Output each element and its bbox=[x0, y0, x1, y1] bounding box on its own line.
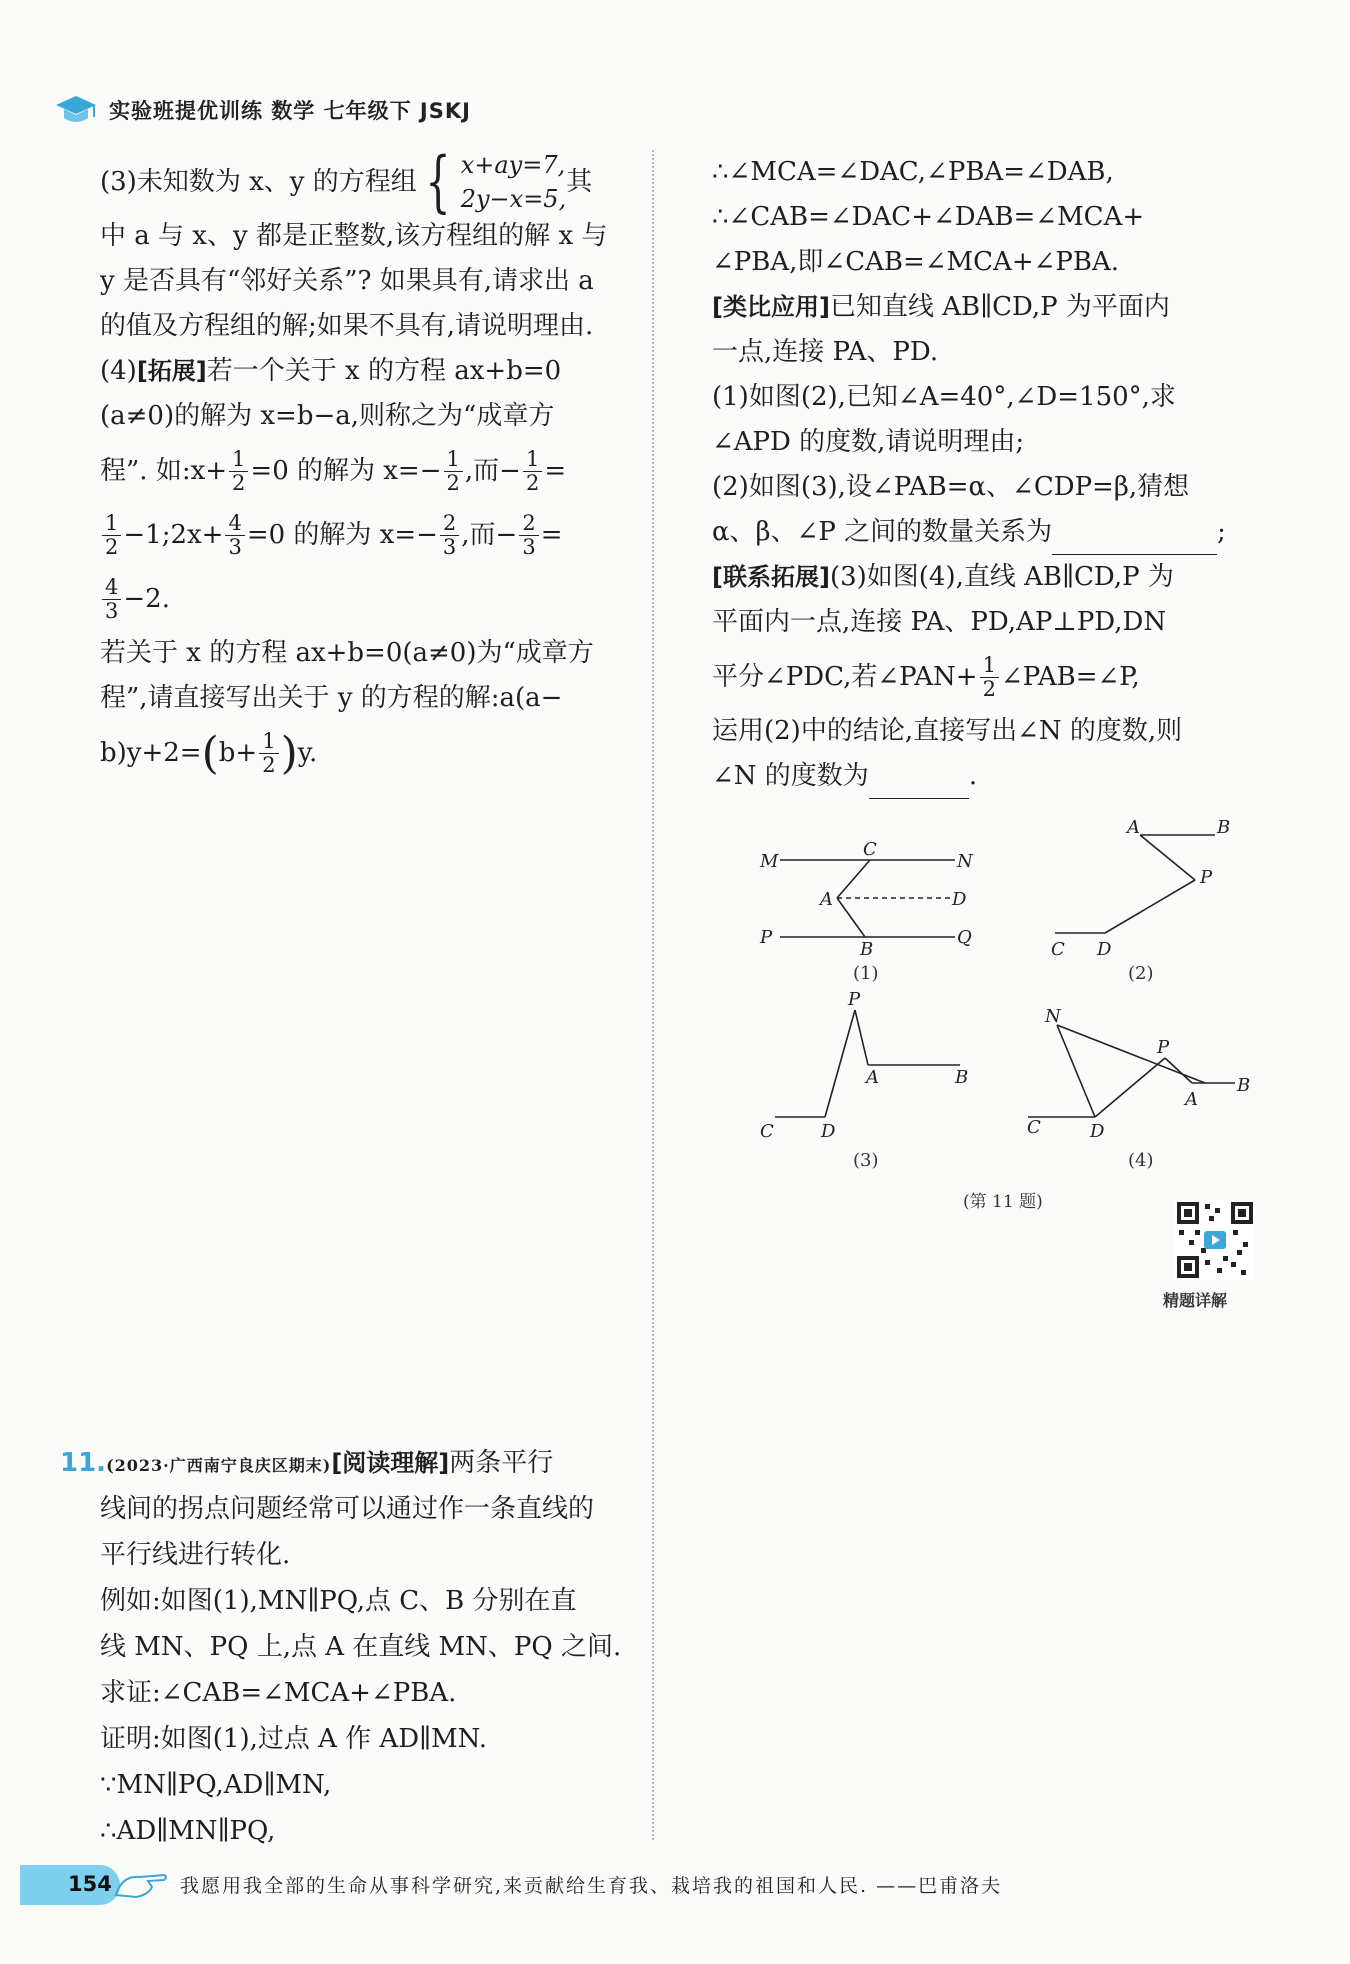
fraction: $\frac{4}{3}$ bbox=[225, 512, 244, 559]
r-line-12: 平分∠PDC,若∠PAN+ $\frac{1}{2}$ ∠PAB=∠P, bbox=[712, 652, 1140, 701]
fraction: $\frac{1}{2}$ bbox=[523, 448, 542, 495]
tag-analogy: [类比应用] bbox=[712, 293, 830, 321]
equation-system: { x+ay=7, 2y−x=5, bbox=[425, 143, 567, 220]
graduation-cap-icon bbox=[55, 93, 97, 127]
q4-line-2: (a≠0)的解为 x=b−a,则称之为“成章方 bbox=[100, 401, 555, 431]
left-column bbox=[100, 143, 640, 785]
fraction: $\frac{1}{2}$ bbox=[444, 448, 463, 495]
geometry-figures bbox=[745, 815, 1275, 1215]
q3-line-4: 的值及方程组的解;如果不具有,请说明理由. bbox=[100, 311, 594, 341]
r-line-4: [类比应用]已知直线 AB∥CD,P 为平面内 bbox=[712, 292, 1170, 322]
figure-label: M bbox=[760, 851, 779, 872]
fraction: $\frac{2}{3}$ bbox=[519, 512, 538, 559]
p11-line: 平行线进行转化. bbox=[100, 1540, 291, 1570]
problem-number: 11. bbox=[60, 1448, 107, 1478]
figure-label: D bbox=[1097, 939, 1112, 960]
r-line-11: 平面内一点,连接 PA、PD,AP⊥PD,DN bbox=[712, 607, 1167, 637]
figure-label: C bbox=[1051, 939, 1065, 960]
fraction: $\frac{1}{2}$ bbox=[102, 512, 121, 559]
fraction: $\frac{2}{3}$ bbox=[440, 512, 459, 559]
footer-quote: 我愿用我全部的生命从事科学研究,来贡献给生育我、栽培我的祖国和人民. ——巴甫洛夫 bbox=[180, 1875, 1003, 1897]
figure-caption: (1) bbox=[853, 963, 879, 984]
tag-extension-2: [联系拓展] bbox=[712, 563, 830, 591]
r-line-3: ∠PBA,即∠CAB=∠MCA+∠PBA. bbox=[712, 247, 1120, 277]
figure-label: A bbox=[866, 1067, 879, 1088]
figure-label: C bbox=[863, 839, 877, 860]
figure-label: B bbox=[1237, 1075, 1251, 1096]
q4-line-7: 程”,请直接写出关于 y 的方程的解:a(a− bbox=[100, 683, 563, 713]
r-line-6: (1)如图(2),已知∠A=40°,∠D=150°,求 bbox=[712, 382, 1176, 412]
answer-blank[interactable] bbox=[869, 766, 969, 799]
figure-label: N bbox=[957, 851, 973, 872]
p11-line: 线 MN、PQ 上,点 A 在直线 MN、PQ 之间. bbox=[100, 1632, 622, 1662]
fraction: $\frac{1}{2}$ bbox=[980, 654, 999, 701]
figure-label: P bbox=[1157, 1037, 1170, 1058]
column-divider bbox=[652, 150, 654, 1840]
q4-line-8: b)y+2= ( b+ $\frac{1}{2}$ ) y. bbox=[100, 727, 318, 779]
q4-line-4: $\frac{1}{2}$ −1;2x+ $\frac{4}{3}$ =0 的解为 x=− $\frac{2}{3}$ ,而− $\frac{2}{3}$ = bbox=[100, 503, 640, 567]
figure-label: P bbox=[760, 927, 773, 948]
p11-line-1: 11.(2023·广西南宁良庆区期末)[阅读理解]两条平行 bbox=[60, 1448, 554, 1478]
r-line-8: (2)如图(3),设∠PAB=α、∠CDP=β,猜想 bbox=[712, 472, 1190, 502]
qr-label: 精题详解 bbox=[1163, 1291, 1228, 1310]
book-title: 实验班提优训练 数学 七年级下 JSKJ bbox=[109, 99, 471, 123]
figure-caption: (2) bbox=[1128, 963, 1154, 984]
figure-label: B bbox=[1217, 817, 1231, 838]
p11-line: ∵MN∥PQ,AD∥MN, bbox=[100, 1770, 332, 1800]
figure-label: P bbox=[848, 989, 861, 1010]
q4-line-1: (4)[拓展]若一个关于 x 的方程 ax+b=0 bbox=[100, 356, 562, 386]
figure-caption: (4) bbox=[1128, 1150, 1154, 1171]
answer-blank[interactable] bbox=[1052, 522, 1217, 555]
r-line-5: 一点,连接 PA、PD. bbox=[712, 337, 939, 367]
figure-label: D bbox=[821, 1121, 836, 1142]
p11-line: 例如:如图(1),MN∥PQ,点 C、B 分别在直 bbox=[100, 1586, 577, 1616]
problem-source: (2023·广西南宁良庆区期末) bbox=[106, 1456, 332, 1475]
q4-line-3: 程”. 如:x+ $\frac{1}{2}$ =0 的解为 x=− $\frac{1}{2}$ ,而− $\frac{1}{2}$ = bbox=[100, 446, 567, 495]
right-column bbox=[712, 150, 1272, 799]
figure-label: Q bbox=[957, 927, 972, 948]
figure-label: B bbox=[860, 939, 874, 960]
fraction: $\frac{1}{2}$ bbox=[259, 730, 278, 777]
r-line-9: α、β、∠P 之间的数量关系为 ; bbox=[712, 510, 1272, 555]
r-line-2: ∴∠CAB=∠DAC+∠DAB=∠MCA+ bbox=[712, 202, 1145, 232]
figure-label: N bbox=[1045, 1006, 1061, 1027]
figure-label: D bbox=[1090, 1121, 1105, 1142]
tag-reading: [阅读理解] bbox=[331, 1449, 450, 1477]
page-header bbox=[55, 90, 471, 130]
figure-label: B bbox=[955, 1067, 969, 1088]
p11-line: 证明:如图(1),过点 A 作 AD∥MN. bbox=[100, 1724, 488, 1754]
q3-line-2: 中 a 与 x、y 都是正整数,该方程组的解 x 与 bbox=[100, 221, 608, 251]
r-line-7: ∠APD 的度数,请说明理由; bbox=[712, 427, 1025, 457]
figure-label: C bbox=[760, 1121, 774, 1142]
fraction: $\frac{4}{3}$ bbox=[102, 576, 121, 623]
figure-caption: (3) bbox=[853, 1150, 879, 1171]
p11-line: ∴AD∥MN∥PQ, bbox=[100, 1816, 276, 1846]
figure-label: A bbox=[1127, 817, 1140, 838]
figure-label: D bbox=[952, 889, 967, 910]
r-line-14: ∠N 的度数为 . bbox=[712, 754, 1272, 799]
qr-code-icon[interactable] bbox=[1175, 1200, 1255, 1280]
q4-line-5: $\frac{4}{3}$ −2. bbox=[100, 567, 640, 631]
p11-line: 求证:∠CAB=∠MCA+∠PBA. bbox=[100, 1678, 457, 1708]
pointing-hand-icon bbox=[112, 1865, 172, 1905]
tag-extension: [拓展] bbox=[136, 357, 207, 385]
page-number: 154 bbox=[68, 1872, 112, 1896]
figure-label: P bbox=[1200, 867, 1213, 888]
fraction: $\frac{1}{2}$ bbox=[229, 448, 248, 495]
figure-label: C bbox=[1027, 1117, 1041, 1138]
q3-line-3: y 是否具有“邻好关系”? 如果具有,请求出 a bbox=[100, 266, 594, 296]
figure-label: A bbox=[820, 889, 833, 910]
problem-11 bbox=[60, 1440, 650, 1854]
r-line-13: 运用(2)中的结论,直接写出∠N 的度数,则 bbox=[712, 716, 1183, 746]
r-line-1: ∴∠MCA=∠DAC,∠PBA=∠DAB, bbox=[712, 157, 1114, 187]
q3-line-1: (3)未知数为 x、y 的方程组 { x+ay=7, 2y−x=5, 其 bbox=[100, 143, 593, 220]
q4-line-6: 若关于 x 的方程 ax+b=0(a≠0)为“成章方 bbox=[100, 638, 594, 668]
figure-main-caption: (第 11 题) bbox=[963, 1192, 1043, 1212]
p11-line: 线间的拐点问题经常可以通过作一条直线的 bbox=[100, 1494, 595, 1524]
r-line-10: [联系拓展](3)如图(4),直线 AB∥CD,P 为 bbox=[712, 562, 1174, 592]
page-footer bbox=[20, 1865, 1330, 1905]
figure-label: A bbox=[1185, 1089, 1198, 1110]
figures bbox=[745, 815, 1275, 1215]
